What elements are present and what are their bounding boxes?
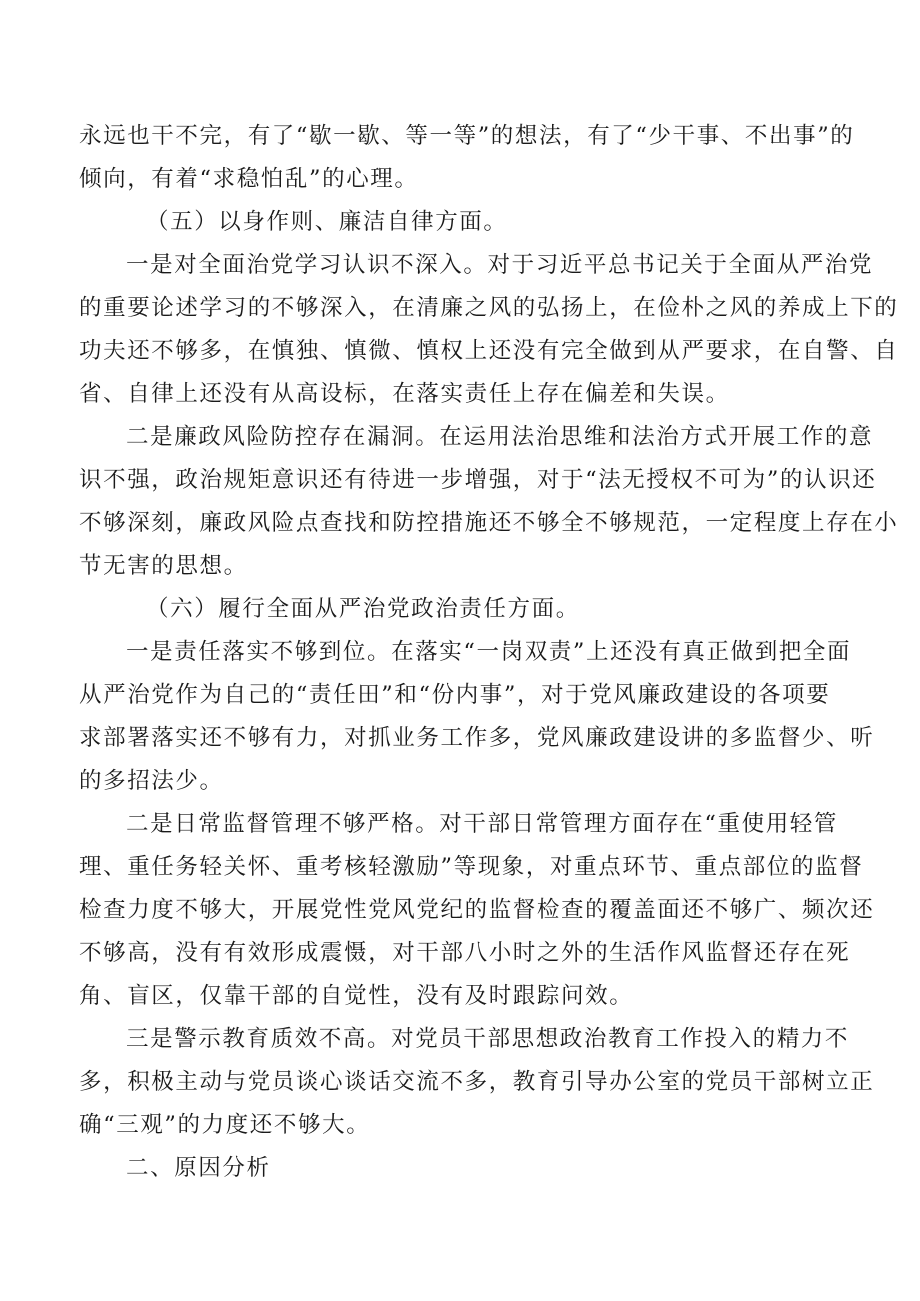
text-line: 不够高，没有有效形成震慑，对干部八小时之外的生活作风监督还存在死 [79,940,851,966]
text-line: 识不强，政治规矩意识还有待进一步增强，对于“法无授权不可为”的认识还 [79,467,877,493]
paragraph-start: 一是责任落实不够到位。在落实“一岗双责”上还没有真正做到把全面 [126,639,852,665]
text-line: 的多招法少。 [79,768,224,794]
text-line: 求部署落实还不够有力，对抓业务工作多，党风廉政建设讲的多监督少、听 [79,725,875,751]
text-line: 的重要论述学习的不够深入，在清廉之风的弘扬上，在俭朴之风的养成上下的 [79,295,899,321]
text-line: 从严治党作为自己的“责任田”和“份内事”，对于党风廉政建设的各项要 [79,682,831,708]
section-heading: 二、原因分析 [126,1155,271,1181]
text-line: 确“三观”的力度还不够大。 [79,1112,371,1138]
text-line: 倾向，有着“求稳怕乱”的心理。 [79,166,419,192]
text-line: 省、自律上还没有从高设标，在落实责任上存在偏差和失误。 [79,381,730,407]
text-line: 节无害的思想。 [79,553,248,579]
paragraph-start: 一是对全面治党学习认识不深入。对于习近平总书记关于全面从严治党 [126,252,874,278]
paragraph-start: 三是警示教育质效不高。对党员干部思想政治教育工作投入的精力不 [126,1026,850,1052]
text-line: 永远也干不完，有了“歇一歇、等一等”的想法，有了“少干事、不出事”的 [79,123,855,149]
paragraph-start: 二是日常监督管理不够严格。对干部日常管理方面存在“重使用轻管 [126,811,839,837]
section-heading: （五）以身作则、廉洁自律方面。 [146,209,508,235]
section-heading: （六）履行全面从严治党政治责任方面。 [146,596,580,622]
text-line: 理、重任务轻关怀、重考核轻激励”等现象，对重点环节、重点部位的监督 [79,854,864,880]
text-line: 检查力度不够大，开展党性党风党纪的监督检查的覆盖面还不够广、频次还 [79,897,875,923]
text-line: 多，积极主动与党员谈心谈话交流不多，教育引导办公室的党员干部树立正 [79,1069,875,1095]
text-line: 不够深刻，廉政风险点查找和防控措施还不够全不够规范，一定程度上存在小 [79,510,899,536]
text-line: 角、盲区，仅靠干部的自觉性，没有及时跟踪问效。 [79,983,634,1009]
paragraph-start: 二是廉政风险防控存在漏洞。在运用法治思维和法治方式开展工作的意 [126,424,874,450]
text-line: 功夫还不够多，在慎独、慎微、慎权上还没有完全做到从严要求，在自警、自 [79,338,899,364]
